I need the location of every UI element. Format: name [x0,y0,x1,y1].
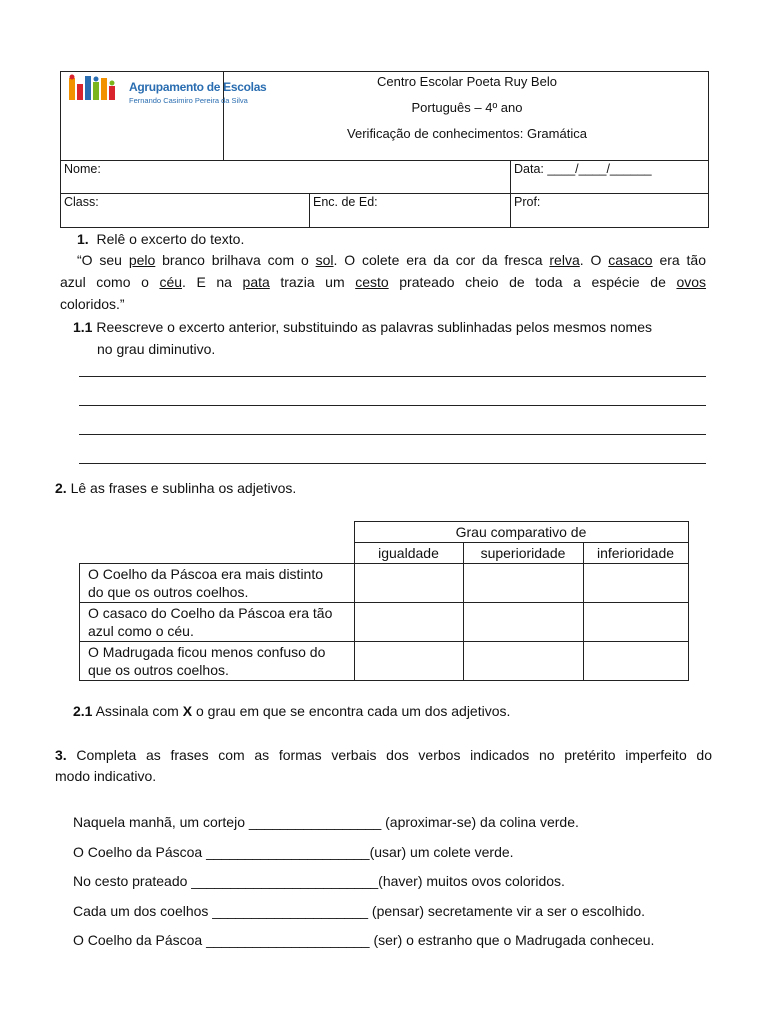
excerpt-text: “O seu [77,252,129,268]
excerpt-text: branco brilhava com o [155,252,316,268]
teacher-label: Prof: [514,195,541,209]
q3-number: 3. [55,747,67,763]
excerpt-text: . E na [182,274,243,290]
excerpt-text: prateado cheio de toda a espécie de [388,274,677,290]
q2-instruction: Lê as frases e sublinha os adjetivos. [70,480,297,496]
check-cell[interactable] [463,603,583,642]
q1-number: 1. [77,231,89,247]
q1-excerpt-line-1 [77,252,706,268]
name-label: Nome: [64,162,101,176]
col-superioridade: superioridade [463,543,583,564]
answer-line-4[interactable] [79,463,706,464]
q1-excerpt-line-2 [60,274,706,290]
table-row-sentence: O Madrugada ficou menos confuso do que os outros coelhos. [80,642,355,681]
underlined-word: sol [315,252,334,268]
underlined-word: relva [549,252,580,268]
school-logo-icon [63,74,127,110]
table-header: Grau comparativo de [354,522,688,543]
underlined-word: pelo [128,252,156,268]
underlined-word: ovos [676,274,707,290]
header-box [60,71,709,228]
logo-subtitle: Fernando Casimiro Pereira da Silva [129,96,248,105]
check-cell[interactable] [463,642,583,681]
table-row [80,603,689,642]
q3-sentence-4[interactable]: Cada um dos coelhos ____________________ (pensar) secretamente vir a ser o escolhido. [73,903,646,919]
q3-sentence-5[interactable]: O Coelho da Páscoa _____________________ (ser) o estranho que o Madrugada conheceu. [73,932,655,948]
q3-sentence-1[interactable]: Naquela manhã, um cortejo _________________ (aproximar-se) da colina verde. [73,814,579,830]
excerpt-text: . O colete era da cor da fresca [333,252,550,268]
table-corner [80,522,355,543]
q1-1-instruction-cont: no grau diminutivo. [97,341,216,357]
test-title: Verificação de conhecimentos: Gramática [347,126,587,141]
check-cell[interactable] [354,603,463,642]
q3-sentence-3[interactable]: No cesto prateado ________________________(haver) muitos ovos coloridos. [73,873,565,889]
subject-title: Português – 4º ano [411,100,523,115]
underlined-word: pata [242,274,270,290]
underlined-word: céu [159,274,183,290]
col-igualdade: igualdade [354,543,463,564]
date-label: Data: ____/____/______ [514,162,652,176]
table-row-sentence: O Coelho da Páscoa era mais distinto do que os outros coelhos. [80,564,355,603]
answer-line-2[interactable] [79,405,706,406]
q2-number: 2. [55,480,67,496]
excerpt-text: . O [579,252,609,268]
q1-1-instruction: 1.1 Reescreve o excerto anterior, substituindo as palavras sublinhadas pelos mesmos nomes [73,319,652,335]
col-inferioridade: inferioridade [583,543,688,564]
school-name: Centro Escolar Poeta Ruy Belo [377,74,557,89]
q2-1-instruction: 2.1 Assinala com X o grau em que se encontra cada um dos adjetivos. [73,703,511,719]
comparative-table [79,521,689,681]
check-cell[interactable] [354,564,463,603]
q1-excerpt-line-3 [60,296,125,312]
q2-heading [55,480,296,496]
answer-line-1[interactable] [79,376,706,377]
underlined-word: cesto [355,274,389,290]
check-cell[interactable] [583,642,688,681]
guardian-label: Enc. de Ed: [313,195,378,209]
check-cell[interactable] [354,642,463,681]
logo-title: Agrupamento de Escolas [129,80,267,94]
q1-instruction: Relê o excerto do texto. [96,231,245,247]
q3-instruction-cont: modo indicativo. [55,768,157,784]
excerpt-text: era tão [652,252,706,268]
check-cell[interactable] [583,564,688,603]
excerpt-text: trazia um [269,274,356,290]
excerpt-text: azul como o [60,274,160,290]
q1-heading [77,231,244,247]
excerpt-text: coloridos.” [60,296,125,312]
q3-instruction: 3. Completa as frases com as formas verbais dos verbos indicados no pretérito imperfeito do [55,747,712,763]
check-cell[interactable] [463,564,583,603]
table-row [80,642,689,681]
table-row-sentence: O casaco do Coelho da Páscoa era tão azul como o céu. [80,603,355,642]
answer-line-3[interactable] [79,434,706,435]
table-row [80,564,689,603]
q3-sentence-2[interactable]: O Coelho da Páscoa _____________________(usar) um colete verde. [73,844,514,860]
q1-1-number: 1.1 [73,319,93,335]
class-label: Class: [64,195,99,209]
underlined-word: casaco [608,252,653,268]
check-cell[interactable] [583,603,688,642]
q2-1-number: 2.1 [73,703,93,719]
school-logo [63,74,267,112]
